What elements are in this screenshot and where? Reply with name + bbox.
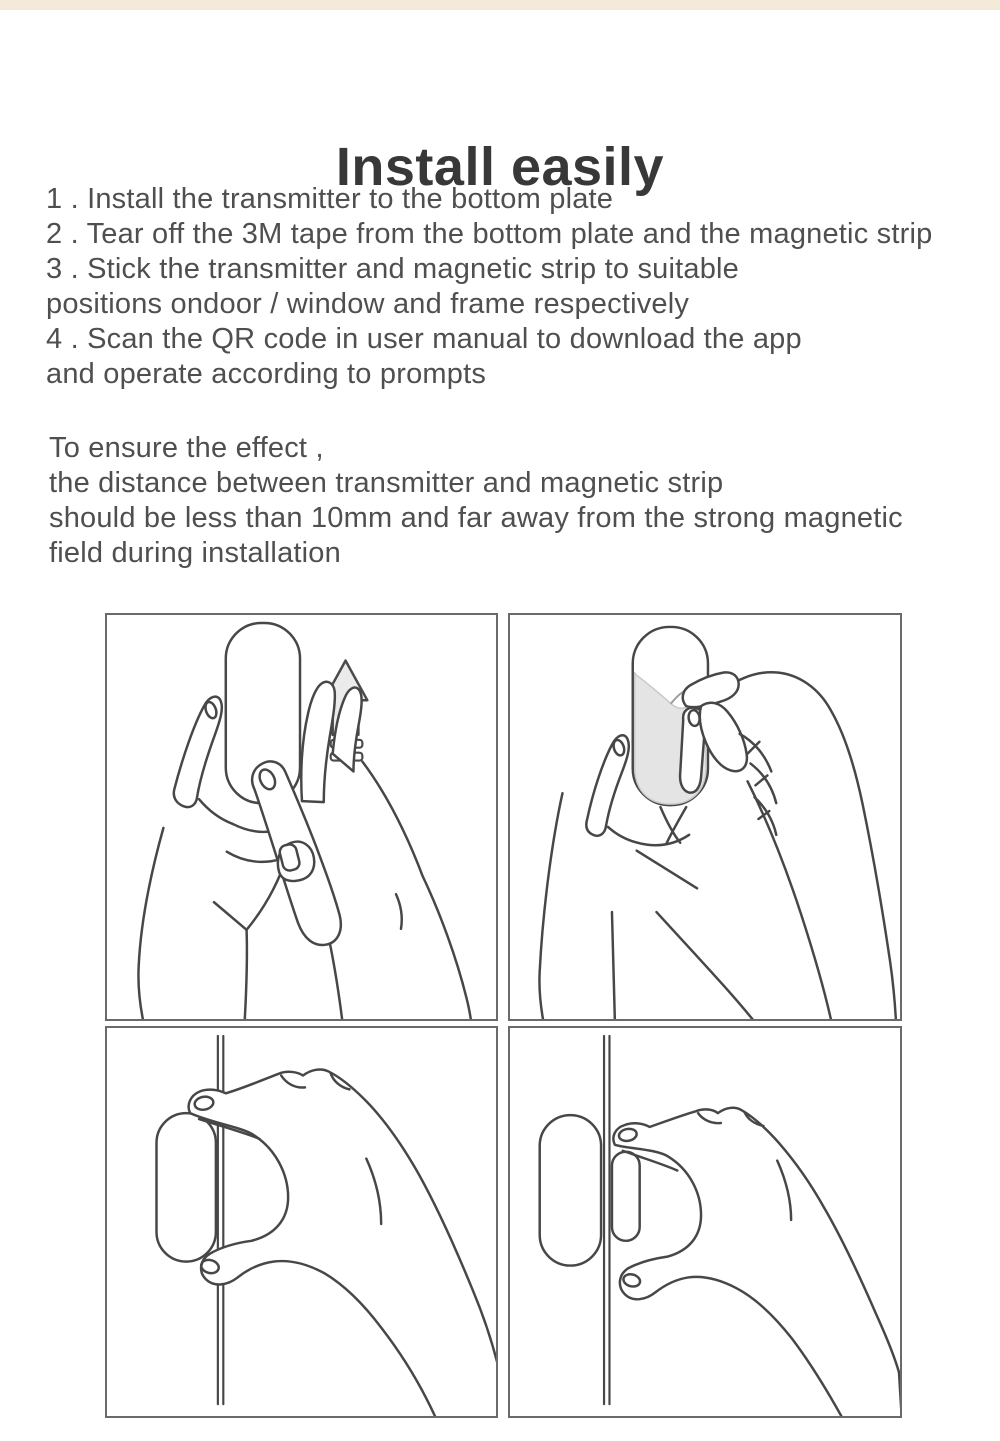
finger-curl <box>608 827 648 845</box>
finger-curl <box>199 799 233 824</box>
transmitter-device <box>156 1113 215 1261</box>
hand-sticking-magnetic-strip-on-frame-icon <box>510 1028 900 1416</box>
top-cream-strip <box>0 0 1000 10</box>
left-arm-inner-line <box>612 912 615 1019</box>
left-arm-line <box>539 793 562 1019</box>
transmitter-device <box>540 1115 601 1265</box>
step-line: 1 . Install the transmitter to the bottom plate <box>46 183 614 215</box>
panel-step3-stick-transmitter <box>105 1026 498 1418</box>
hand-sticking-transmitter-on-door-icon <box>107 1028 496 1416</box>
knuckle-fold <box>396 894 402 929</box>
left-palm-line <box>637 851 697 889</box>
hands-peeling-adhesive-film-icon <box>510 615 900 1019</box>
finger-behind-device <box>301 682 335 802</box>
arm-cross-line <box>656 912 755 1019</box>
note-line: field during installation <box>49 537 341 569</box>
step-line: 2 . Tear off the 3M tape from the bottom plate and the magnetic strip <box>46 218 933 250</box>
installation-note <box>49 431 903 571</box>
step-line: positions ondoor / window and frame respectively <box>46 288 690 320</box>
gripping-hand <box>613 1108 900 1416</box>
right-hand-edge <box>714 672 896 1019</box>
magnetic-strip <box>612 1152 640 1241</box>
page-title: Install easily <box>335 137 665 198</box>
step-line: and operate according to prompts <box>46 358 487 390</box>
left-thumb <box>174 697 222 807</box>
hands-holding-transmitter-up-arrow-icon <box>107 615 496 1019</box>
left-thumb <box>586 735 629 836</box>
panel-step2-tear-off-tape <box>508 613 902 1021</box>
note-line: should be less than 10mm and far away from the strong magnetic <box>49 502 903 534</box>
left-palm-line <box>214 902 247 930</box>
left-arm-line <box>138 828 163 1019</box>
left-palm-line2 <box>247 874 281 929</box>
illustration-grid <box>105 613 902 1418</box>
note-line: the distance between transmitter and magnetic strip <box>49 467 724 499</box>
gripping-hand <box>189 1069 496 1416</box>
step-line: 3 . Stick the transmitter and magnetic strip to suitable <box>46 253 740 285</box>
left-arm-inner-line <box>245 930 247 1019</box>
right-hand-edge <box>362 762 471 1019</box>
note-line: To ensure the effect , <box>49 432 324 464</box>
panel-step4-stick-magnetic-strip <box>508 1026 902 1418</box>
installation-steps <box>46 182 932 392</box>
finger-curl <box>227 852 282 862</box>
panel-step1-install-transmitter <box>105 613 498 1021</box>
step-line: 4 . Scan the QR code in user manual to download the app <box>46 323 802 355</box>
